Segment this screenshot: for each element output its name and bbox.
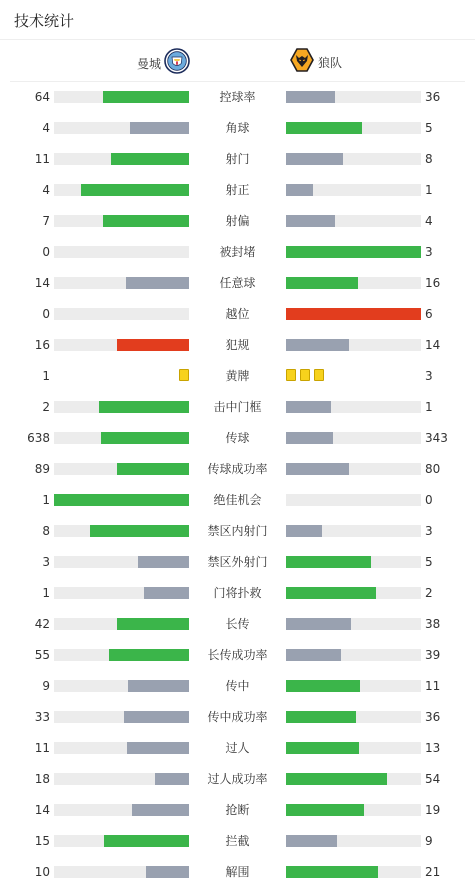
stat-label: 传中	[225, 679, 250, 693]
stat-label: 越位	[225, 307, 250, 321]
stat-label: 过人	[225, 741, 250, 755]
home-stat-value: 7	[42, 214, 50, 228]
away-stat-bar	[286, 339, 421, 351]
away-stat-bar-fill	[286, 277, 358, 289]
stat-label: 射偏	[225, 214, 250, 228]
away-stat-value: 4	[425, 214, 433, 228]
away-stat-value: 5	[425, 555, 433, 569]
away-stat-value: 13	[425, 741, 441, 755]
stat-row	[0, 701, 475, 732]
stat-row	[0, 236, 475, 267]
yellow-card-icon	[179, 369, 189, 381]
stat-row	[0, 422, 475, 453]
stat-label: 长传	[225, 617, 250, 631]
home-stat-bar-fill	[54, 494, 189, 506]
home-stat-bar-fill	[146, 866, 189, 878]
home-stat-bar	[54, 773, 189, 785]
away-stat-bar-fill	[286, 463, 349, 475]
stat-row	[0, 825, 475, 856]
home-stat-value: 55	[34, 648, 50, 662]
away-stat-value: 6	[425, 307, 433, 321]
home-stat-value: 0	[42, 245, 50, 259]
home-stat-bar	[54, 91, 189, 103]
stat-label: 任意球	[219, 276, 256, 290]
home-cards	[175, 369, 189, 381]
away-stat-bar-fill	[286, 525, 322, 537]
wolves-crest-icon	[290, 48, 314, 76]
home-stat-bar-fill	[155, 773, 189, 785]
home-stat-value: 18	[34, 772, 50, 786]
stat-label: 传中成功率	[207, 710, 268, 724]
home-stat-bar-fill	[124, 711, 189, 723]
away-stat-bar-fill	[286, 711, 356, 723]
away-stat-bar	[286, 277, 421, 289]
home-stat-bar	[54, 680, 189, 692]
home-stat-bar-fill	[138, 556, 189, 568]
home-stat-bar	[54, 835, 189, 847]
home-stat-bar	[54, 277, 189, 289]
away-stat-bar-fill	[286, 618, 351, 630]
stat-row	[0, 794, 475, 825]
home-stat-value: 8	[42, 524, 50, 538]
home-stat-bar	[54, 556, 189, 568]
away-stat-bar-fill	[286, 742, 359, 754]
away-stat-value: 1	[425, 183, 433, 197]
home-team[interactable]	[137, 48, 190, 78]
stat-row	[0, 732, 475, 763]
title-bar	[0, 0, 475, 40]
home-stat-bar-fill	[117, 618, 189, 630]
teams-header	[10, 41, 465, 82]
away-stat-bar	[286, 494, 421, 506]
away-stat-bar-fill	[286, 91, 335, 103]
home-stat-bar-fill	[132, 804, 189, 816]
away-stat-bar-fill	[286, 308, 421, 320]
home-stat-value: 15	[34, 834, 50, 848]
stat-row	[0, 453, 475, 484]
home-stat-value: 3	[42, 555, 50, 569]
stat-label: 禁区内射门	[207, 524, 268, 538]
home-stat-bar-fill	[126, 277, 189, 289]
home-stat-bar	[54, 308, 189, 320]
away-stat-value: 3	[425, 524, 433, 538]
home-stat-bar-fill	[99, 401, 189, 413]
stat-row	[0, 360, 475, 391]
home-stat-bar-fill	[104, 835, 189, 847]
away-stat-bar	[286, 866, 421, 878]
away-stat-value: 14	[425, 338, 441, 352]
stat-row	[0, 763, 475, 794]
home-stat-bar-fill	[103, 91, 189, 103]
home-stat-value: 89	[34, 462, 50, 476]
home-stat-value: 1	[42, 493, 50, 507]
home-stat-bar	[54, 525, 189, 537]
away-stat-bar	[286, 246, 421, 258]
away-stat-value: 21	[425, 865, 441, 879]
stat-label: 犯规	[225, 338, 250, 352]
home-stat-bar	[54, 339, 189, 351]
home-stat-bar-fill	[90, 525, 189, 537]
stat-row	[0, 484, 475, 515]
stat-label: 被封堵	[219, 245, 256, 259]
home-stat-bar-fill	[144, 587, 189, 599]
away-stat-bar	[286, 153, 421, 165]
away-stat-value: 3	[425, 369, 433, 383]
home-stat-value: 42	[34, 617, 50, 631]
stat-label: 传球成功率	[207, 462, 268, 476]
home-stat-bar	[54, 711, 189, 723]
away-stat-bar-fill	[286, 246, 421, 258]
away-stat-bar-fill	[286, 215, 335, 227]
away-stat-bar-fill	[286, 804, 364, 816]
away-stat-value: 80	[425, 462, 441, 476]
home-stat-value: 4	[42, 121, 50, 135]
away-stat-value: 38	[425, 617, 441, 631]
stat-label: 禁区外射门	[207, 555, 268, 569]
home-stat-bar	[54, 246, 189, 258]
home-stat-bar	[54, 804, 189, 816]
stat-row	[0, 639, 475, 670]
away-stat-bar	[286, 91, 421, 103]
home-stat-bar	[54, 649, 189, 661]
page-title: 技术统计	[14, 12, 75, 30]
home-stat-value: 1	[42, 586, 50, 600]
stat-row	[0, 81, 475, 112]
away-stat-bar-fill	[286, 184, 313, 196]
away-stat-bar	[286, 618, 421, 630]
stat-row	[0, 267, 475, 298]
home-stat-bar	[54, 432, 189, 444]
home-stat-value: 11	[34, 741, 50, 755]
stat-row	[0, 577, 475, 608]
stat-label: 长传成功率	[207, 648, 268, 662]
away-stat-value: 54	[425, 772, 441, 786]
away-stat-value: 5	[425, 121, 433, 135]
home-stat-bar-fill	[128, 680, 189, 692]
home-stat-bar	[54, 122, 189, 134]
stat-row	[0, 515, 475, 546]
home-stat-bar-fill	[130, 122, 189, 134]
stat-label: 绝佳机会	[213, 493, 262, 507]
stat-label: 门将扑救	[213, 586, 262, 600]
home-stat-value: 638	[27, 431, 50, 445]
away-stat-value: 343	[425, 431, 448, 445]
home-stat-bar	[54, 184, 189, 196]
away-stat-value: 3	[425, 245, 433, 259]
stat-label: 射门	[225, 152, 250, 166]
home-stat-bar-fill	[111, 153, 189, 165]
away-stat-bar	[286, 649, 421, 661]
away-stat-value: 8	[425, 152, 433, 166]
away-stat-bar	[286, 711, 421, 723]
away-stat-bar-fill	[286, 401, 331, 413]
home-stat-bar	[54, 618, 189, 630]
stat-row	[0, 670, 475, 701]
stat-label: 黄牌	[225, 369, 250, 383]
home-stat-bar-fill	[101, 432, 189, 444]
away-stat-bar-fill	[286, 866, 378, 878]
away-stat-value: 36	[425, 90, 441, 104]
home-stat-value: 14	[34, 276, 50, 290]
stat-label: 射正	[225, 183, 250, 197]
away-stat-value: 39	[425, 648, 441, 662]
stat-row	[0, 546, 475, 577]
home-stat-value: 33	[34, 710, 50, 724]
home-team-name: 曼城	[137, 56, 162, 71]
away-stat-bar	[286, 587, 421, 599]
away-stat-bar	[286, 556, 421, 568]
away-stat-bar	[286, 804, 421, 816]
away-stat-value: 0	[425, 493, 433, 507]
stat-label: 控球率	[219, 90, 256, 104]
away-team-name: 狼队	[318, 55, 343, 70]
away-stat-value: 19	[425, 803, 441, 817]
home-stat-bar-fill	[109, 649, 189, 661]
man-city-crest-icon	[164, 48, 190, 78]
away-stat-bar-fill	[286, 153, 343, 165]
away-stat-value: 1	[425, 400, 433, 414]
yellow-card-icon	[300, 369, 310, 381]
home-stat-value: 2	[42, 400, 50, 414]
home-stat-value: 0	[42, 307, 50, 321]
home-stat-bar-fill	[127, 742, 189, 754]
away-stat-value: 9	[425, 834, 433, 848]
stat-row	[0, 205, 475, 236]
away-stat-bar	[286, 463, 421, 475]
away-stat-bar	[286, 432, 421, 444]
away-team[interactable]	[290, 48, 342, 76]
home-stat-bar-fill	[103, 215, 189, 227]
stat-row	[0, 174, 475, 205]
yellow-card-icon	[286, 369, 296, 381]
home-stat-bar	[54, 215, 189, 227]
stat-row	[0, 608, 475, 639]
home-stat-bar-fill	[117, 339, 189, 351]
stat-row	[0, 329, 475, 360]
away-stat-bar	[286, 122, 421, 134]
away-stat-bar	[286, 401, 421, 413]
home-stat-value: 4	[42, 183, 50, 197]
away-stat-bar-fill	[286, 556, 371, 568]
home-stat-bar	[54, 742, 189, 754]
away-stat-bar	[286, 215, 421, 227]
away-stat-bar-fill	[286, 122, 362, 134]
home-stat-value: 14	[34, 803, 50, 817]
stat-row	[0, 856, 475, 887]
stat-label: 角球	[225, 121, 250, 135]
home-stat-bar	[54, 494, 189, 506]
away-stat-bar-fill	[286, 649, 341, 661]
away-stat-value: 36	[425, 710, 441, 724]
home-stat-bar-fill	[117, 463, 189, 475]
away-stat-bar	[286, 525, 421, 537]
stat-row	[0, 112, 475, 143]
home-stat-value: 1	[42, 369, 50, 383]
away-stat-bar-fill	[286, 432, 333, 444]
stat-row	[0, 298, 475, 329]
away-stat-value: 11	[425, 679, 441, 693]
away-stat-bar	[286, 773, 421, 785]
stat-row	[0, 143, 475, 174]
away-stat-value: 2	[425, 586, 433, 600]
home-stat-bar	[54, 153, 189, 165]
away-stat-bar	[286, 308, 421, 320]
away-stat-bar	[286, 742, 421, 754]
away-stat-bar-fill	[286, 835, 337, 847]
home-stat-value: 9	[42, 679, 50, 693]
away-stat-bar-fill	[286, 680, 360, 692]
away-stat-value: 16	[425, 276, 441, 290]
home-stat-bar	[54, 401, 189, 413]
stats-list	[0, 81, 475, 887]
home-stat-value: 64	[34, 90, 50, 104]
stat-label: 拦截	[225, 834, 250, 848]
home-stat-bar	[54, 463, 189, 475]
yellow-card-icon	[314, 369, 324, 381]
home-stat-value: 10	[34, 865, 50, 879]
home-stat-bar	[54, 866, 189, 878]
away-stat-bar	[286, 184, 421, 196]
away-cards	[286, 369, 328, 381]
stat-label: 过人成功率	[207, 772, 268, 786]
away-stat-bar-fill	[286, 339, 349, 351]
away-stat-bar	[286, 680, 421, 692]
away-stat-bar-fill	[286, 773, 387, 785]
stat-label: 抢断	[225, 803, 250, 817]
stat-row	[0, 391, 475, 422]
away-stat-bar	[286, 835, 421, 847]
home-stat-value: 11	[34, 152, 50, 166]
home-stat-bar-fill	[81, 184, 189, 196]
stat-label: 击中门框	[213, 400, 262, 414]
stat-label: 传球	[225, 431, 250, 445]
home-stat-bar	[54, 587, 189, 599]
stat-label: 解围	[225, 865, 250, 879]
home-stat-value: 16	[34, 338, 50, 352]
away-stat-bar-fill	[286, 587, 376, 599]
